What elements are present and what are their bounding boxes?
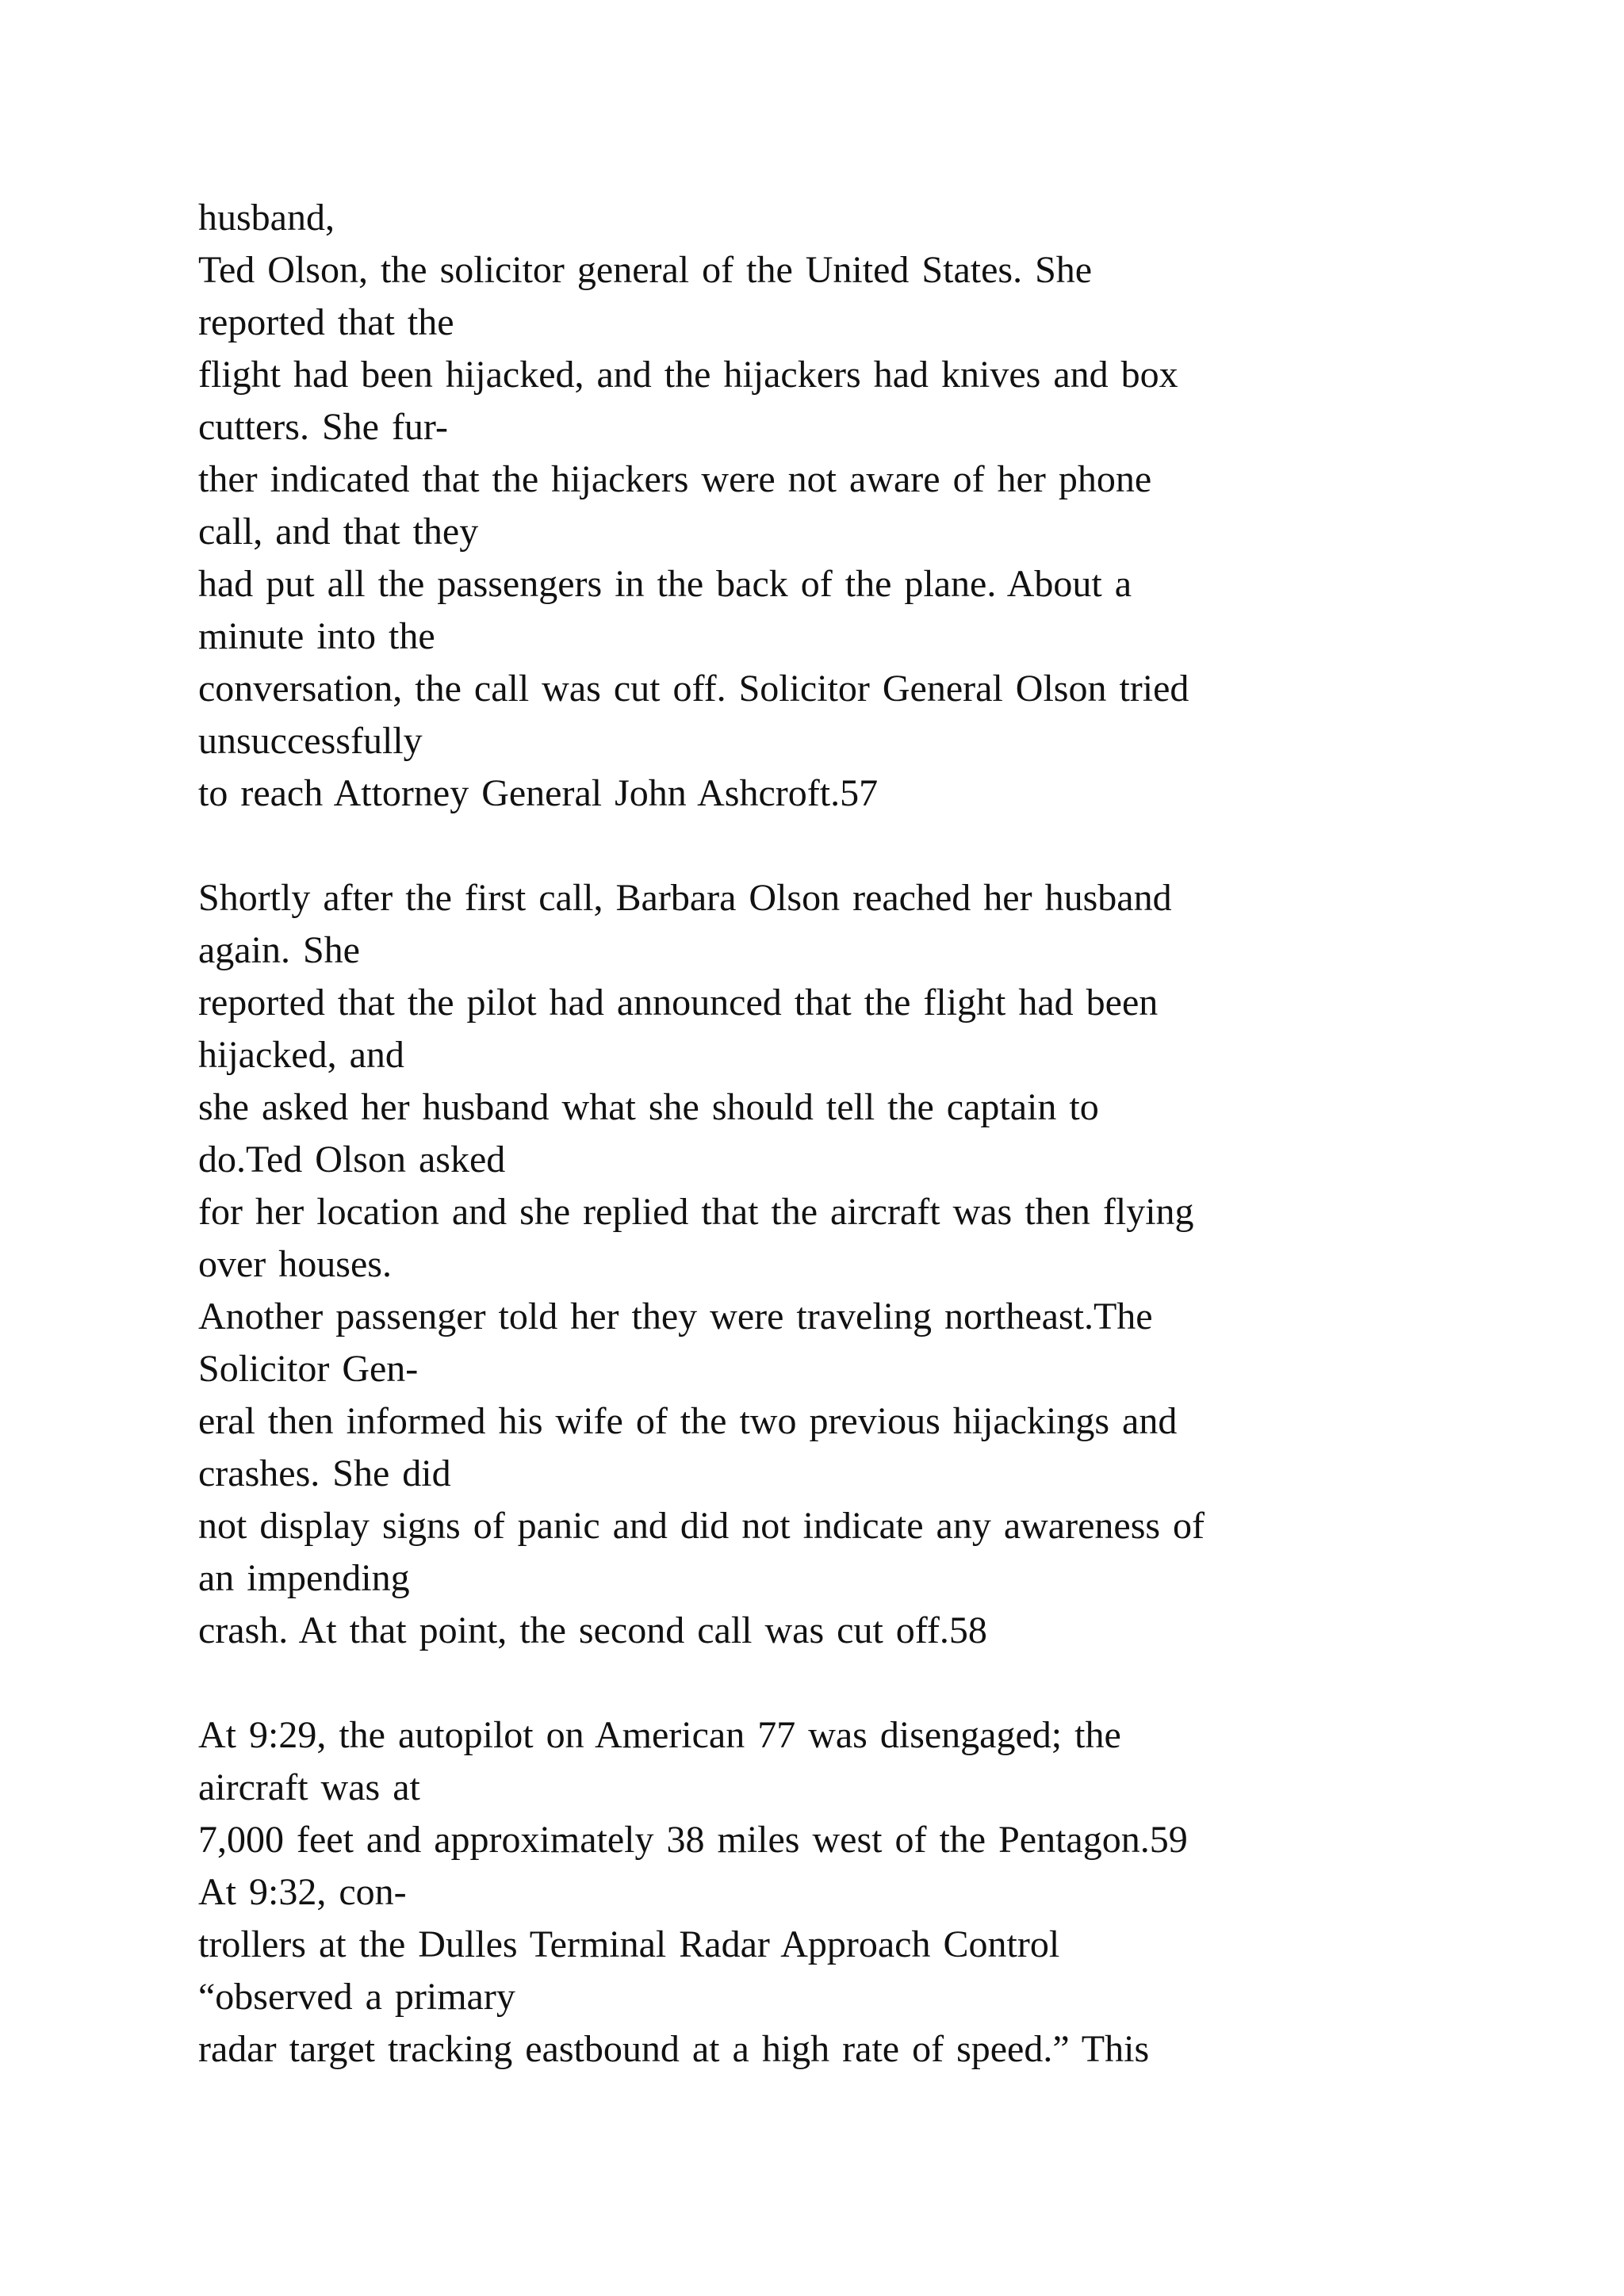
text-line: “observed a primary (198, 1976, 515, 2018)
text-line: unsuccessfully (198, 720, 423, 762)
text-line: aircraft was at (198, 1766, 420, 1808)
text-line: reported that the pilot had announced that the flight had been (198, 982, 1159, 1024)
text-line: reported that the (198, 301, 454, 343)
text-line: minute into the (198, 615, 435, 657)
text-line: over houses. (198, 1243, 392, 1285)
text-line: not display signs of panic and did not indicate any awareness of (198, 1505, 1205, 1547)
text-line: flight had been hijacked, and the hijackers had knives and box (198, 354, 1178, 396)
body-text (198, 192, 1546, 2076)
text-line: she asked her husband what she should tell the captain to (198, 1086, 1099, 1128)
text-line: 7,000 feet and approximately 38 miles west of the Pentagon.59 (198, 1819, 1188, 1861)
text-line: husband, (198, 197, 335, 239)
text-line: an impending (198, 1557, 410, 1599)
text-line: Ted Olson, the solicitor general of the United States. She (198, 249, 1093, 291)
text-line: radar target tracking eastbound at a high rate of speed.” This (198, 2028, 1150, 2070)
text-line: had put all the passengers in the back of the plane. About a (198, 563, 1132, 605)
text-line: trollers at the Dulles Terminal Radar Approach Control (198, 1923, 1060, 1965)
paragraph-3 (198, 1709, 1546, 2076)
text-line: Another passenger told her they were traveling northeast.The (198, 1295, 1153, 1337)
text-line: Shortly after the first call, Barbara Olson reached her husband (198, 877, 1172, 919)
text-line: cutters. She fur- (198, 406, 448, 448)
paragraph-2 (198, 872, 1546, 1657)
text-line: ther indicated that the hijackers were not aware of her phone (198, 458, 1152, 500)
text-line: Solicitor Gen- (198, 1348, 419, 1390)
paragraph-1 (198, 192, 1546, 820)
text-line: At 9:32, con- (198, 1871, 407, 1913)
paragraph-spacer (198, 820, 1546, 872)
text-line: crash. At that point, the second call was cut off.58 (198, 1609, 987, 1651)
text-line: to reach Attorney General John Ashcroft.57 (198, 772, 879, 814)
paragraph-spacer (198, 1657, 1546, 1709)
text-line: call, and that they (198, 511, 479, 553)
text-line: for her location and she replied that the aircraft was then flying (198, 1191, 1194, 1233)
text-line: again. She (198, 929, 360, 971)
text-line: do.Ted Olson asked (198, 1138, 506, 1181)
text-line: At 9:29, the autopilot on American 77 was disengaged; the (198, 1714, 1121, 1756)
text-line: conversation, the call was cut off. Solicitor General Olson tried (198, 668, 1189, 710)
text-line: hijacked, and (198, 1034, 404, 1076)
text-line: crashes. She did (198, 1452, 451, 1494)
text-line: eral then informed his wife of the two previous hijackings and (198, 1400, 1178, 1442)
